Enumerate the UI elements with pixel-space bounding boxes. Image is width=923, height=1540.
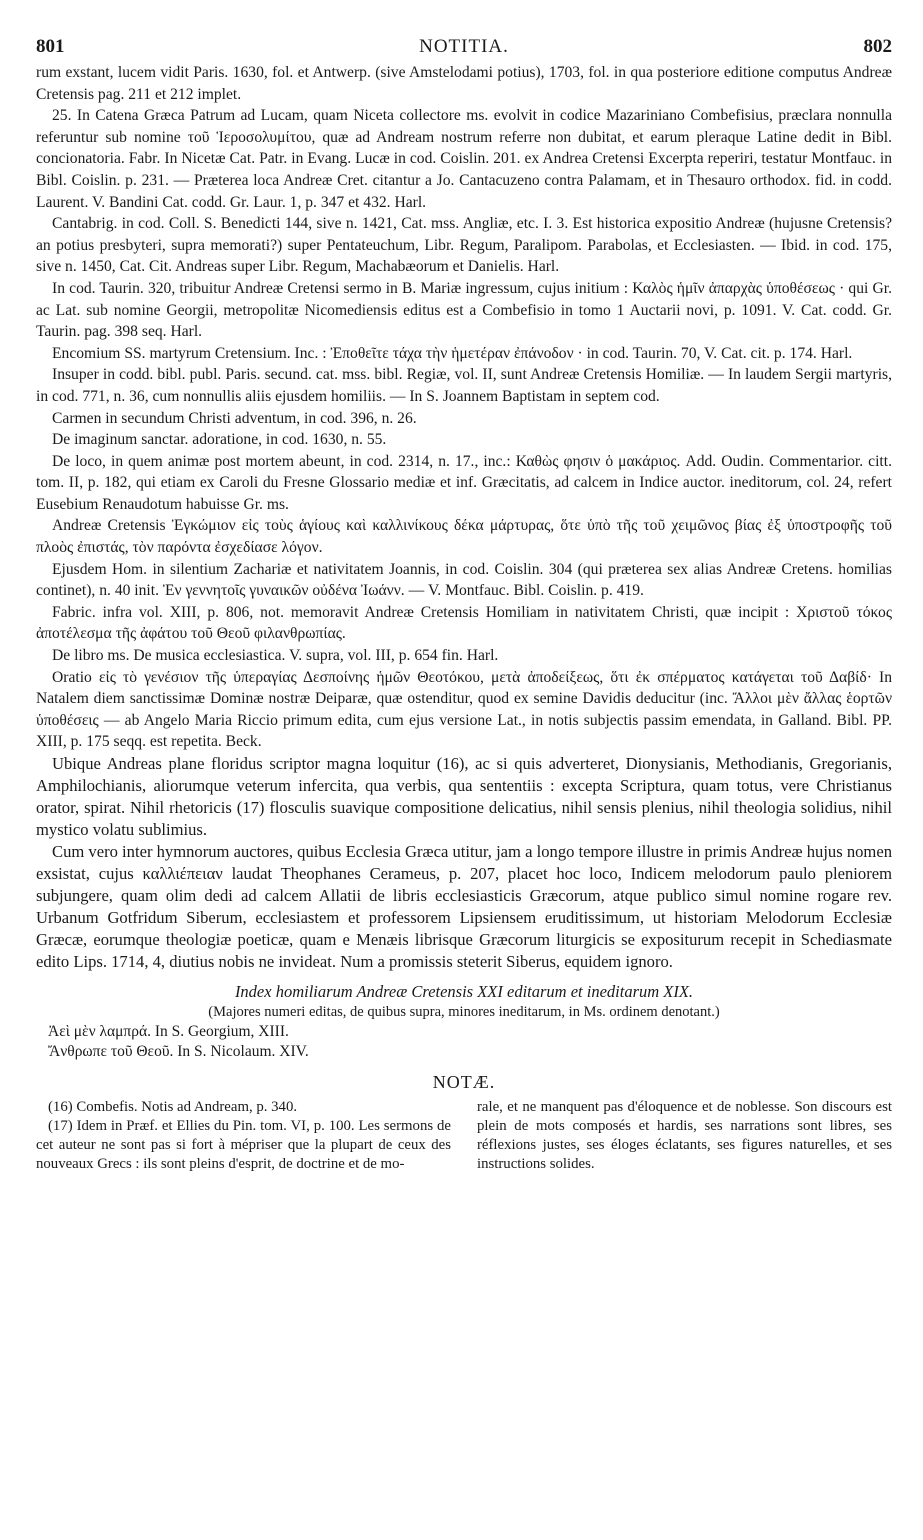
body-text bbox=[36, 62, 892, 973]
page-number-right: 802 bbox=[863, 36, 892, 57]
paragraph: In cod. Taurin. 320, tribuitur Andreæ Cretensi sermo in B. Mariæ ingressum, cujus initium : Καλὸς ἡμῖν ἀπαρχὰς ὑποθέσεως · qui Gr. ac Lat. sub nomine Georgii, metropolitæ Nicomediensis editus est a Combefisio in tomo 1 Auctarii novi, p. 1091. V. Cat. codd. Gr. Taurin. pag. 398 seq. Harl. bbox=[36, 279, 892, 341]
footnotes bbox=[36, 1098, 892, 1174]
running-title: NOTITIA. bbox=[419, 36, 509, 57]
paragraph: rum exstant, lucem vidit Paris. 1630, fol. et Antwerp. (sive Amstelodami potius), 1703, fol. in qua posteriore editione computus Andreæ Cretensis pag. 211 et 212 implet. bbox=[36, 64, 892, 103]
index-note: (Majores numeri editas, de quibus supra, minores ineditarum, in Ms. ordinem denotant.) bbox=[208, 1004, 720, 1020]
paragraph: Ejusdem Hom. in silentium Zachariæ et nativitatem Joannis, in cod. Coislin. 304 (qui præterea sex alias Andreæ Cretens. homilias continet), n. 40 init. Ἐν γεννητοῖς γυναικῶν οὐδένα Ἰωάνν. — V. Montfauc. Bibl. Coislin. p. 419. bbox=[36, 560, 892, 600]
footnotes-right-column bbox=[477, 1098, 892, 1174]
page-header bbox=[36, 36, 892, 58]
paragraph: Carmen in secundum Christi adventum, in cod. 396, n. 26. bbox=[52, 409, 417, 427]
index-item: Ἄνθρωπε τοῦ Θεοῦ. In S. Nicolaum. XIV. bbox=[48, 1043, 309, 1060]
footnote: rale, et ne manquent pas d'éloquence et de noblesse. Son discours est plein de mots composés et hardis, ses narrations sont libres, ses réflexions justes, ses éloges éclatants, ses figures naturelles, et ses instructions solides. bbox=[477, 1099, 892, 1172]
paragraph: Encomium SS. martyrum Cretensium. Inc. : Ἐποθεῖτε τάχα τὴν ἡμετέραν ἐπάνοδον · in cod. Taurin. 70, V. Cat. cit. p. 174. Harl. bbox=[52, 344, 853, 362]
paragraph: Insuper in codd. bibl. publ. Paris. secund. cat. mss. bibl. Regiæ, vol. II, sunt Andreæ Cretensis Homiliæ. — In laudem Sergii martyris, in cod. 771, n. 36, cum nonnullis aliis ejusdem homiliis. — In S. Joannem Baptistam in septem cod. bbox=[36, 366, 892, 405]
paragraph: De loco, in quem animæ post mortem abeunt, in cod. 2314, n. 17., inc.: Καθὼς φησιν ὁ μακάριος. Add. Oudin. Commentarior. citt. tom. II, p. 182, qui etiam ex Caroli du Fresne Glossario mediæ et inf. Græcitatis, ad calcem in Indice auctor. ineditorum, col. 24, refert Eusebium Renaudotum habuisse Gr. ms. bbox=[36, 452, 892, 513]
paragraph: Andreæ Cretensis Ἐγκώμιον εἰς τοὺς ἁγίους καὶ καλλινίκους δέκα μάρτυρας, ὅτε ὑπὸ τῆς τοῦ χειμῶνος βίας ἐξ ὑποστροφῆς τοῦ πλοὸς ἐπιστάς, τὸν παρόντα ἐσχεδίασε λόγον. bbox=[36, 517, 892, 557]
paragraph: Cum vero inter hymnorum auctores, quibus Ecclesia Græca utitur, jam a longo tempore illustre in primis Andreæ hujus nomen exsistat, cujus καλλιέπειαν laudat Theophanes Cerameus, p. 207, placet hoc loco, Indicem melodorum paulo pleniorem subjungere, quam olim dedi ad calcem Allatii de libris ecclesiasticis Græcorum, atque publico simul nomine rogare rev. Urbanum Gotfridum Siberum, ecclesiastem et professorem Lipsiensem eruditissimum, ut historiam Melodorum Ecclesiæ Græcæ, eorumque theologiæ poeticæ, quam e Menæis librisque Græcorum liturgicis se expositurum recepit in Schediasmate edito Lips. 1714, 4, diutius nobis ne invideat. Num a promissis steterit Siberus, equidem ignoro. bbox=[36, 842, 892, 971]
paragraph: De libro ms. De musica ecclesiastica. V. supra, vol. III, p. 654 fin. Harl. bbox=[52, 647, 499, 665]
paragraph: Oratio εἰς τὸ γενέσιον τῆς ὑπεραγίας Δεσποίνης ἡμῶν Θεοτόκου, μετὰ ἀποδείξεως, ὅτι ἐκ σπέρματος κατάγεται τοῦ Δαβίδ· In Natalem diem sanctissimæ Dominæ nostræ Deiparæ, quæ ostenditur, quod ex semine Davidis deducitur (inc. Ἄλλοι μὲν ἄλλας ἑορτῶν ὑποθέσεις — ab Angelo Maria Riccio primum edita, cum ejus versione Lat., in notis subjectis passim emendata, in Galland. Bibl. PP. XIII, p. 175 seqq. est repetita. Beck. bbox=[36, 668, 892, 751]
index-list bbox=[48, 1022, 892, 1062]
paragraph: Ubique Andreas plane floridus scriptor magna loquitur (16), ac si quis adverteret, Dionysianis, Methodianis, Gregorianis, Amphilochianis, aliorumque veterum infercita, qua verbis, qua sententiis : excepta Scriptura, quam totus, vere Christianus orator, spirat. Nihil rhetoricis (17) flosculis suavique compositione delicatius, nihil sensis plenius, nihil theologia solidius, nihil mystico volatu sublimius. bbox=[36, 754, 892, 839]
index-title: Index homiliarum Andreæ Cretensis XXI editarum et ineditarum XIX. bbox=[234, 982, 694, 1001]
paragraph: Fabric. infra vol. XIII, p. 806, not. memoravit Andreæ Cretensis Homiliam in nativitatem Christi, quæ incipit : Χριστοῦ τόκος ἀποτέλεσμα τῆς ἀφάτου τοῦ Θεοῦ φιλανθρωπίας. bbox=[36, 603, 892, 643]
paragraph: 25. In Catena Græca Patrum ad Lucam, quam Niceta collectore ms. evolvit in codice Mazariniano Combefisius, præclara nonnulla referuntur sub nomine τοῦ Ἱεροσολυμίτου, quæ ad Andream nostrum referre non dubitat, et earum pleraque Latine dedit in Bibl. concionatoria. Fabr. In Nicetæ Cat. Patr. in Evang. Lucæ in cod. Coislin. 201. ex Andrea Cretensi Excerpta reperiri, testatur Montfauc. in Bibl. Coislin. p. 231. — Præterea loca Andreæ Cret. citantur a Jo. Cantacuzeno contra Palamam, et in Thesauro orthodox. fid. in codd. Laurent. V. Bandini Cat. codd. Gr. Laur. 1, p. 347 et 432. Harl. bbox=[36, 107, 892, 211]
notes-title: NOTÆ. bbox=[432, 1072, 496, 1092]
paragraph: De imaginum sanctar. adoratione, in cod. 1630, n. 55. bbox=[52, 431, 387, 449]
footnote: (17) Idem in Præf. et Ellies du Pin. tom. VI, p. 100. Les sermons de cet auteur ne sont pas si fort à mépriser que la plupart de ceux des nouveaux Grecs : ils sont pleins d'esprit, de doctrine et de mo- bbox=[36, 1118, 451, 1172]
page-number-left: 801 bbox=[36, 36, 65, 57]
index-item: Ἀεὶ μὲν λαμπρά. In S. Georgium, XIII. bbox=[48, 1023, 289, 1040]
footnote: (16) Combefis. Notis ad Andream, p. 340. bbox=[48, 1099, 298, 1115]
footnotes-left-column bbox=[36, 1098, 451, 1174]
paragraph: Cantabrig. in cod. Coll. S. Benedicti 144, sive n. 1421, Cat. mss. Angliæ, etc. I. 3. Est historica expositio Andreæ (hujusne Cretensis? an potius presbyteri, supra memorati?) super Pentateuchum, Libr. Regum, Paralipom. Parabolas, et Ecclesiasten. — Ibid. in cod. 175, sive n. 1450, Cat. Cit. Andreas super Libr. Regum, Machabæorum et Danielis. Harl. bbox=[36, 215, 892, 276]
page bbox=[36, 36, 892, 1174]
